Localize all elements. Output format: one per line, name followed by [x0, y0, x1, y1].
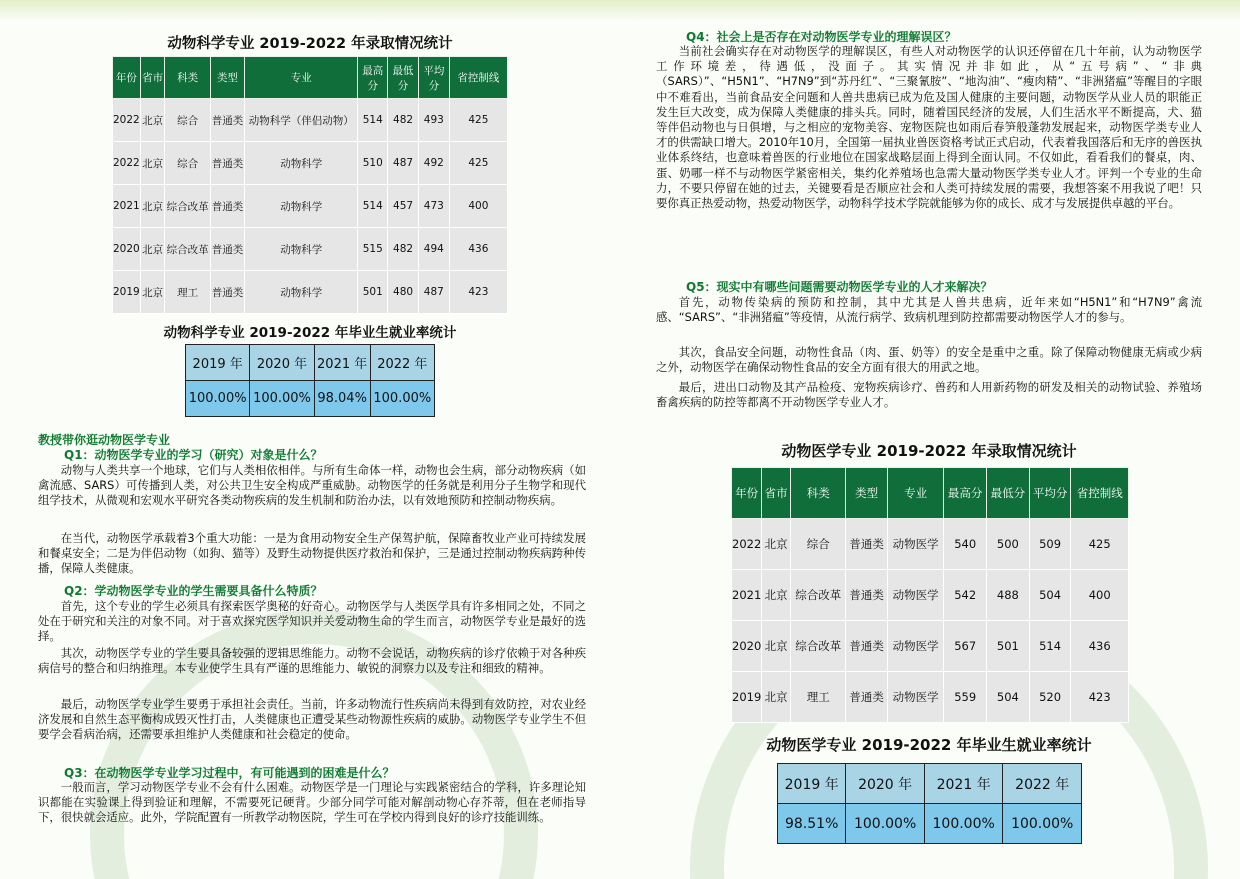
cell: 2020	[732, 621, 762, 672]
cell: 普通类	[210, 99, 245, 142]
q3-paragraph-1: 一般而言，学习动物医学专业不会有什么困难。动物医学是一门理论与实践紧密结合的学科，许多理论知识都能在实验课上得到验证和理解，不需要死记硬背。少部分同学可能对解剖动物心存芥蒂，但在老师指导下，很快就会适应。此外，学院配置有一所教学动物医院，学生可在学校内得到良好的诊疗技能训练。	[38, 780, 586, 825]
cell: 综合改革	[165, 185, 210, 228]
header-year: 年份	[732, 468, 762, 519]
cell: 理工	[791, 672, 846, 723]
cell: 普通类	[210, 271, 245, 314]
table-row	[113, 271, 508, 314]
cell: 423	[1071, 672, 1129, 723]
header-major: 专业	[887, 468, 943, 519]
table-row	[732, 621, 1129, 672]
animal-science-employment-title: 动物科学专业 2019-2022 年毕业生就业率统计	[163, 325, 457, 341]
cell: 2020 年	[250, 345, 314, 381]
table-row	[732, 672, 1129, 723]
top-band	[0, 0, 620, 22]
q5-paragraph-2: 其次，食品安全问题，动物性食品（肉、蛋、奶等）的安全是重中之重。除了保障动物健康无病或少病之外，动物医学在确保动物性食品的安全方面有很大的用武之地。	[656, 345, 1202, 375]
cell: 480	[388, 271, 419, 314]
cell: 559	[944, 672, 987, 723]
cell: 493	[418, 99, 449, 142]
q5-paragraph-1: 首先，动物传染病的预防和控制，其中尤其是人兽共患病，近年来如“H5N1”和“H7N9”禽流感、“SARS”、“非洲猪瘟”等疫情，从流行病学、致病机理到防控都需要动物医学人才的参与。	[656, 295, 1202, 325]
table-row	[732, 570, 1129, 621]
cell: 567	[944, 621, 987, 672]
cell: 100.00%	[846, 804, 925, 844]
cell: 动物科学	[245, 142, 358, 185]
cell: 488	[987, 570, 1030, 621]
animal-science-admission-title: 动物科学专业 2019-2022 年录取情况统计	[167, 36, 453, 52]
cell: 北京	[140, 99, 165, 142]
header-avg: 平均分	[418, 57, 449, 99]
cell: 400	[449, 185, 507, 228]
cell: 北京	[762, 570, 791, 621]
table-row	[778, 764, 1082, 804]
cell: 100.00%	[250, 381, 314, 417]
cell: 2022 年	[370, 345, 434, 381]
cell: 北京	[140, 185, 165, 228]
header-type: 类型	[846, 468, 888, 519]
cell: 542	[944, 570, 987, 621]
cell: 动物医学	[887, 570, 943, 621]
cell: 普通类	[846, 621, 888, 672]
question-3: Q3：在动物医学专业学习过程中，有可能遇到的困难是什么？	[64, 766, 395, 780]
cell: 2021	[732, 570, 762, 621]
cell: 501	[987, 621, 1030, 672]
cell: 动物医学	[887, 672, 943, 723]
cell: 普通类	[846, 672, 888, 723]
q2-paragraph-3: 最后，动物医学专业学生要勇于承担社会责任。当前，许多动物流行性疾病尚未得到有效防控，对农业经济发展和自然生态平衡构成毁灭性打击，人类健康也正遭受某些动物源性疾病的威胁。动物医学专业学生不但要学会看病治病，还需要承担维护人类健康和社会稳定的使命。	[38, 697, 586, 742]
cell: 487	[388, 142, 419, 185]
cell: 综合改革	[791, 570, 846, 621]
cell: 98.04%	[314, 381, 370, 417]
table-row	[778, 804, 1082, 844]
cell: 2021 年	[314, 345, 370, 381]
table-row	[113, 142, 508, 185]
q2-paragraph-1: 首先，这个专业的学生必须具有探索医学奥秘的好奇心。动物医学与人类医学具有许多相同之处，不同之处在于研究和关注的对象不同。对于喜欢探究医学知识并关爱动物生命的学生而言，动物医学专业是最好的选择。	[38, 599, 586, 644]
cell: 2022	[113, 142, 141, 185]
table-row	[113, 99, 508, 142]
question-5: Q5：现实中有哪些问题需要动物医学专业的人才来解决？	[686, 280, 993, 294]
cell: 综合改革	[791, 621, 846, 672]
header-year: 年份	[113, 57, 141, 99]
question-4: Q4：社会上是否存在对动物医学专业的理解误区？	[686, 30, 957, 44]
cell: 425	[449, 99, 507, 142]
cell: 北京	[140, 228, 165, 271]
cell: 100.00%	[370, 381, 434, 417]
cell: 515	[358, 228, 388, 271]
cell: 普通类	[846, 519, 888, 570]
cell: 492	[418, 142, 449, 185]
table-row	[732, 519, 1129, 570]
cell: 494	[418, 228, 449, 271]
header-province: 省市	[140, 57, 165, 99]
cell: 北京	[762, 519, 791, 570]
cell: 综合	[165, 99, 210, 142]
cell: 北京	[762, 672, 791, 723]
cell: 北京	[140, 142, 165, 185]
cell: 482	[388, 99, 419, 142]
q1-paragraph-2: 在当代，动物医学承载着3个重大功能：一是为食用动物安全生产保驾护航，保障畜牧业产业可持续发展和餐桌安全；二是为伴侣动物（如狗、猫等）及野生动物提供医疗救治和保护，三是通过控制动物疾病跨种传播，保障人类健康。	[38, 531, 586, 576]
table-row	[186, 381, 435, 417]
cell: 425	[449, 142, 507, 185]
cell: 501	[358, 271, 388, 314]
header-max: 最高分	[944, 468, 987, 519]
animal-science-employment-table	[185, 344, 435, 417]
cell: 2021 年	[924, 764, 1003, 804]
cell: 综合	[791, 519, 846, 570]
header-max: 最高分	[358, 57, 388, 99]
cell: 2019 年	[186, 345, 250, 381]
cell: 520	[1029, 672, 1071, 723]
cell: 动物科学	[245, 185, 358, 228]
header-type: 类型	[210, 57, 245, 99]
q1-paragraph-1: 动物与人类共享一个地球，它们与人类相依相伴。与所有生命体一样，动物也会生病，部分动物疾病（如禽流感、SARS）可传播到人类，对公共卫生安全构成严重威胁。动物医学的任务就是利用分子生物学和现代组学技术，从微观和宏观水平研究各类动物疾病的发生机制和防治办法，以有效地预防和控制动物疾病。	[38, 463, 586, 508]
cell: 普通类	[210, 185, 245, 228]
cell: 动物医学	[887, 519, 943, 570]
cell: 2020	[113, 228, 141, 271]
header-category: 科类	[791, 468, 846, 519]
cell: 2019	[113, 271, 141, 314]
cell: 2022	[732, 519, 762, 570]
question-1: Q1：动物医学专业的学习（研究）对象是什么？	[64, 448, 323, 462]
cell: 动物科学	[245, 228, 358, 271]
cell: 2021	[113, 185, 141, 228]
cell: 514	[358, 99, 388, 142]
cell: 509	[1029, 519, 1071, 570]
table-row	[113, 228, 508, 271]
cell: 457	[388, 185, 419, 228]
cell: 510	[358, 142, 388, 185]
cell: 2022 年	[1003, 764, 1082, 804]
cell: 动物科学	[245, 271, 358, 314]
cell: 普通类	[846, 570, 888, 621]
table-row	[186, 345, 435, 381]
cell: 482	[388, 228, 419, 271]
cell: 2019	[732, 672, 762, 723]
veterinary-employment-table	[777, 763, 1082, 844]
right-page	[620, 0, 1240, 879]
cell: 487	[418, 271, 449, 314]
cell: 504	[987, 672, 1030, 723]
cell: 综合改革	[165, 228, 210, 271]
cell: 425	[1071, 519, 1129, 570]
section-title: 教授带你逛动物医学专业	[38, 433, 171, 447]
cell: 514	[1029, 621, 1071, 672]
cell: 500	[987, 519, 1030, 570]
cell: 动物科学（伴侣动物）	[245, 99, 358, 142]
cell: 436	[449, 228, 507, 271]
header-major: 专业	[245, 57, 358, 99]
cell: 540	[944, 519, 987, 570]
cell: 400	[1071, 570, 1129, 621]
cell: 普通类	[210, 228, 245, 271]
cell: 98.51%	[778, 804, 846, 844]
cell: 2022	[113, 99, 141, 142]
q2-paragraph-2: 其次，动物医学专业的学生要具备较强的逻辑思维能力。动物不会说话，动物疾病的诊疗依赖于对各种疾病信号的整合和归纳推理。本专业使学生具有严谨的思维能力、敏锐的洞察力以及专注和细致的精神。	[38, 646, 586, 676]
veterinary-admission-title: 动物医学专业 2019-2022 年录取情况统计	[781, 442, 1077, 460]
cell: 综合	[165, 142, 210, 185]
cell: 514	[358, 185, 388, 228]
cell: 北京	[762, 621, 791, 672]
cell: 504	[1029, 570, 1071, 621]
veterinary-employment-title: 动物医学专业 2019-2022 年毕业生就业率统计	[766, 736, 1092, 754]
cell: 423	[449, 271, 507, 314]
cell: 北京	[140, 271, 165, 314]
question-2: Q2：学动物医学专业的学生需要具备什么特质？	[64, 584, 323, 598]
header-category: 科类	[165, 57, 210, 99]
cell: 理工	[165, 271, 210, 314]
cell: 100.00%	[1003, 804, 1082, 844]
top-band	[620, 0, 1240, 22]
cell: 2019 年	[778, 764, 846, 804]
header-province: 省市	[762, 468, 791, 519]
q4-paragraph-1: 当前社会确实存在对动物医学的理解误区，有些人对动物医学的认识还停留在几十年前，认为动物医学工作环境差，待遇低，没面子。其实情况并非如此，从“五号病”、“非典（SARS）”、“H5N1”、“H7N9”到“苏丹红”、“三聚氰胺”、“地沟油”、“瘦肉精”、“非洲猪瘟”等醒目的字眼中不难看出，当前食品安全问题和人兽共患病已成为危及国人健康的主要问题，动物医学从业人员的职能正发生巨大改变，成为保障人类健康的排头兵。同时，随着国民经济的发展，人们生活水平不断提高，犬、猫等伴侣动物也与日俱增，与之相应的宠物美容、宠物医院也如雨后春笋般蓬勃发展起来，动物医学类专业人才的供需缺口增大。2010年10月，全国第一届执业兽医资格考试正式启动，代表着我国落后和无序的兽医执业体系终结，也意味着兽医的行业地位在国家战略层面上得到全面认同。不仅如此，看看我们的餐桌，肉、蛋、奶哪一样不与动物医学紧密相关，集约化养殖场也急需大量动物医学类专业人才。评判一个专业的生命力，不要只停留在她的过去，关键要看是否顺应社会和人类可持续发展的需要，我想答案不用我说了吧！只要你真正热爱动物，热爱动物医学，动物科学技术学院就能够为你的成长、成才与发展提供卓越的平台。	[656, 44, 1202, 211]
header-min: 最低分	[388, 57, 419, 99]
header-control-line: 省控制线	[1071, 468, 1129, 519]
header-avg: 平均分	[1029, 468, 1071, 519]
cell: 100.00%	[924, 804, 1003, 844]
cell: 普通类	[210, 142, 245, 185]
cell: 100.00%	[186, 381, 250, 417]
q5-paragraph-3: 最后，进出口动物及其产品检疫、宠物疾病诊疗、兽药和人用新药物的研发及相关的动物试验、养殖场畜禽疾病的防控等都离不开动物医学专业人才。	[656, 380, 1202, 410]
cell: 2020 年	[846, 764, 925, 804]
veterinary-admission-table	[731, 467, 1129, 723]
header-control-line: 省控制线	[449, 57, 507, 99]
table-row	[113, 185, 508, 228]
header-min: 最低分	[987, 468, 1030, 519]
cell: 动物医学	[887, 621, 943, 672]
animal-science-admission-table	[112, 56, 508, 314]
cell: 436	[1071, 621, 1129, 672]
cell: 473	[418, 185, 449, 228]
